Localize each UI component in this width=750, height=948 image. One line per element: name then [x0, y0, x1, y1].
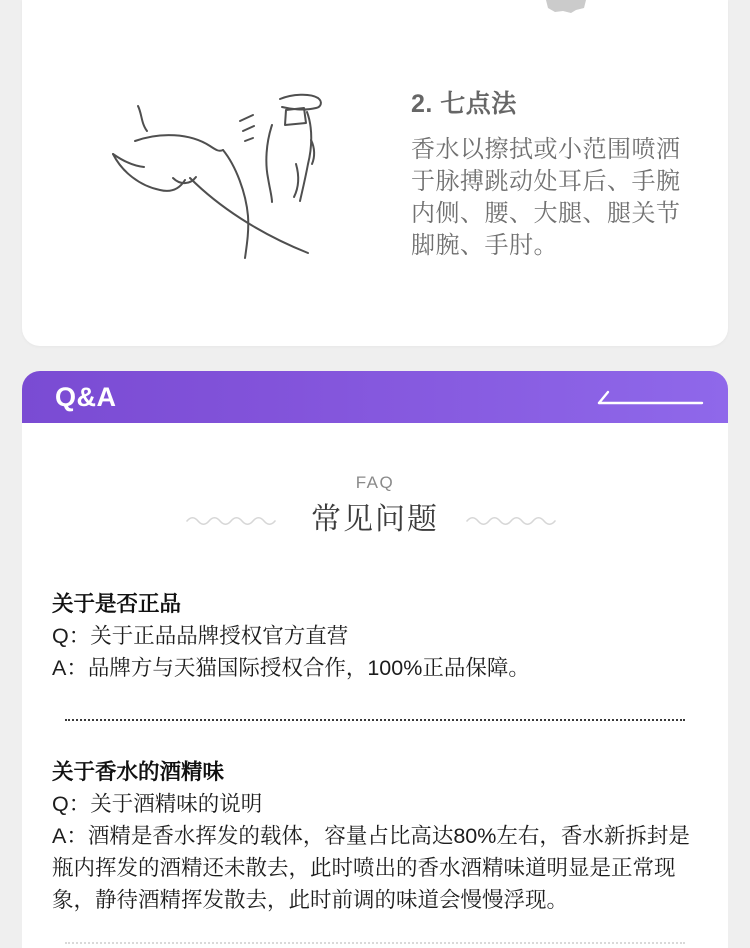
faq-card: [22, 423, 728, 948]
faq-topic: 关于香水的酒精味: [52, 760, 225, 784]
hand-spray-illustration-icon: [68, 68, 368, 296]
faq-topic: 关于是否正品: [52, 592, 182, 616]
qa-header-label: Q&A: [55, 382, 117, 412]
dotted-divider: [65, 719, 685, 721]
faq-item: [52, 588, 698, 684]
usage-instruction-card: [22, 0, 728, 346]
qa-section-header: [22, 371, 728, 423]
dotted-divider: [65, 942, 685, 944]
wave-decoration-right-icon: [465, 512, 565, 528]
faq-question: Q：关于酒精味的说明: [52, 792, 263, 816]
faq-answer: A：酒精是香水挥发的载体，容量占比高达80%左右，香水新拆封是瓶内挥发的酒精还未散去，此时喷出的香水酒精味道明显是正常现象，静待酒精挥发散去，此时前调的味道会慢慢浮现。: [52, 824, 690, 912]
step-body: 香水以擦拭或小范围喷洒于脉搏跳动处耳后、手腕内侧、腰、大腿、腿关节脚腕、手肘。: [411, 136, 681, 259]
faq-eyebrow: FAQ: [355, 473, 395, 492]
faq-item: [52, 756, 698, 916]
faq-answer: A：品牌方与天猫国际授权合作，100%正品保障。: [52, 656, 530, 680]
faq-title: 常见问题: [311, 503, 439, 536]
usage-step-text: [411, 84, 703, 262]
step-heading: 2. 七点法: [411, 90, 517, 118]
underline-flick-icon: [597, 388, 705, 408]
faq-question: Q：关于正品品牌授权官方直营: [52, 624, 349, 648]
cropped-image-fragment: [543, 0, 589, 14]
faq-title-row: [22, 503, 728, 537]
wave-decoration-left-icon: [185, 512, 285, 528]
faq-list: [52, 588, 698, 944]
